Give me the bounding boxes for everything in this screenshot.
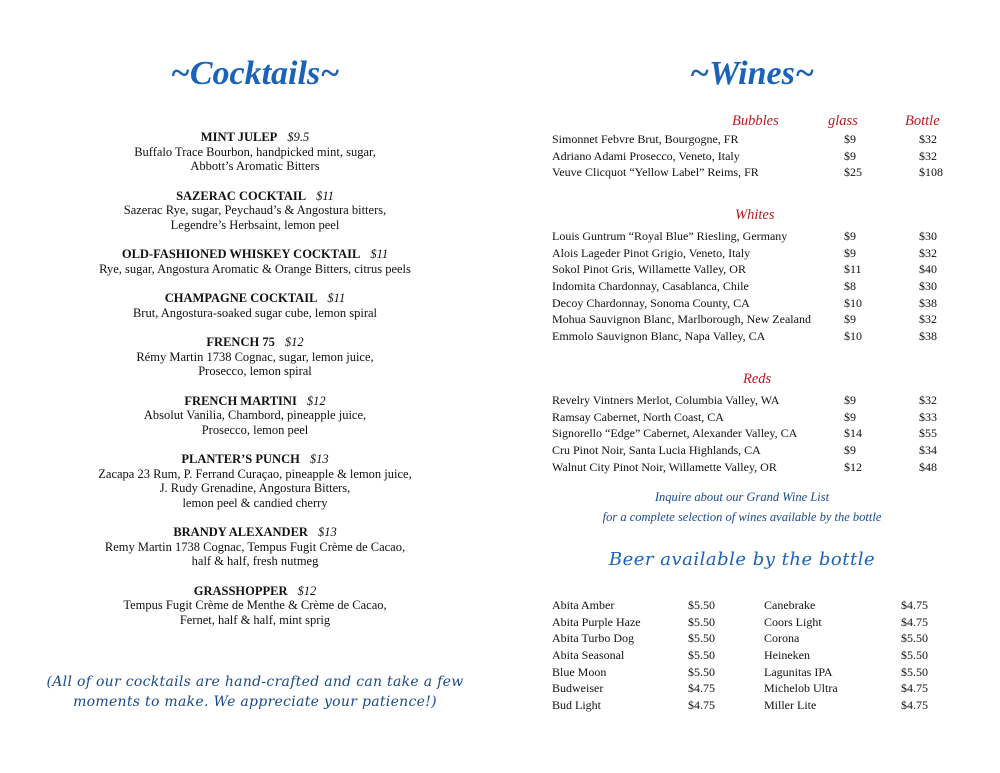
- wine-bottle-price: $30: [919, 229, 937, 243]
- inquire-line-1: Inquire about our Grand Wine List: [654, 490, 830, 504]
- beer-name: Abita Purple Haze: [552, 614, 641, 629]
- wine-name: Emmolo Sauvignon Blanc, Napa Valley, CA: [552, 329, 766, 344]
- beer-price: $5.50: [688, 631, 715, 646]
- wine-glass-price: $9: [844, 312, 856, 327]
- wine-row: [552, 426, 952, 443]
- beer-price: $5.50: [901, 664, 928, 679]
- wine-name: Decoy Chardonnay, Sonoma County, CA: [552, 295, 750, 310]
- beer-name: Bud Light: [552, 698, 602, 713]
- beer-row: [552, 681, 952, 698]
- cocktail-item: [30, 247, 480, 276]
- wine-glass-price: $9: [844, 409, 856, 424]
- cocktail-description: Rye, sugar, Angostura Aromatic & Orange Bitters, citrus peels: [99, 261, 411, 276]
- cocktail-name: FRENCH MARTINI: [184, 393, 297, 408]
- beer-list: [552, 598, 952, 715]
- cocktail-name: SAZERAC COCKTAIL: [176, 188, 307, 203]
- cocktail-price: $11: [327, 291, 346, 305]
- wine-row: [552, 393, 952, 410]
- beer-name: Canebrake: [764, 598, 816, 612]
- beer-name: Miller Lite: [764, 698, 817, 713]
- cocktail-heading: [30, 584, 480, 599]
- wine-bottle-price: $32: [919, 393, 937, 407]
- beer-name: Blue Moon: [552, 664, 607, 679]
- wine-row: [552, 229, 952, 246]
- beer-row: [552, 598, 952, 615]
- cocktails-note: (All of our cocktails are hand-crafted and can take a few moments to make. We appreciate your patience!): [46, 674, 464, 710]
- bottle-column-label: Bottle: [905, 113, 940, 129]
- wine-name: Revelry Vintners Merlot, Columbia Valley, WA: [552, 393, 780, 407]
- wine-name: Louis Guntrum “Royal Blue” Riesling, Germany: [552, 229, 788, 243]
- wine-bottle-price: $40: [919, 262, 937, 277]
- whites-heading: Whites: [735, 207, 775, 223]
- wine-name: Cru Pinot Noir, Santa Lucia Highlands, CA: [552, 443, 761, 458]
- cocktail-list: [30, 130, 480, 627]
- cocktail-description: Absolut Vanilia, Chambord, pineapple juice, Prosecco, lemon peel: [143, 408, 367, 437]
- glass-column-label: glass: [828, 113, 858, 129]
- beer-name: Corona: [764, 631, 800, 646]
- wine-glass-price: $9: [844, 393, 856, 407]
- beer-price: $5.50: [688, 614, 715, 629]
- wine-bottle-price: $33: [919, 409, 937, 424]
- wine-name: Walnut City Pinot Noir, Willamette Valley, OR: [552, 459, 777, 474]
- wine-bottle-price: $38: [919, 329, 937, 344]
- cocktail-name: FRENCH 75: [206, 335, 275, 349]
- beer-price: $4.75: [901, 598, 928, 612]
- cocktail-price: $11: [316, 188, 334, 203]
- cocktail-item: [30, 525, 480, 569]
- bubbles-list: [552, 132, 952, 182]
- beer-row: [552, 648, 952, 665]
- beer-name: Abita Seasonal: [552, 648, 625, 663]
- wine-name: Mohua Sauvignon Blanc, Marlborough, New Zealand: [552, 312, 811, 327]
- cocktail-price: $13: [317, 525, 337, 539]
- wine-bottle-price: $30: [919, 279, 937, 294]
- wine-glass-price: $11: [844, 262, 862, 277]
- cocktail-description: Remy Martin 1738 Cognac, Tempus Fugit Crème de Cacao, half & half, fresh nutmeg: [104, 539, 406, 568]
- beer-name: Budweiser: [552, 681, 604, 696]
- wine-row: [552, 312, 952, 329]
- wine-glass-price: $9: [844, 229, 856, 243]
- wine-bottle-price: $34: [919, 443, 937, 458]
- cocktail-item: [30, 189, 480, 233]
- inquire-line-2: for a complete selection of wines available by the bottle: [602, 510, 882, 524]
- cocktail-item: [30, 394, 480, 438]
- cocktail-name: GRASSHOPPER: [193, 583, 288, 598]
- wines-title: ~Wines~: [689, 55, 815, 92]
- beer-price: $5.50: [688, 664, 715, 679]
- cocktail-description: Zacapa 23 Rum, P. Ferrand Curaçao, pineapple & lemon juice, J. Rudy Grenadine, Angostura Bitters, lemon peel & candied cherry: [98, 466, 412, 510]
- wine-row: [552, 165, 952, 182]
- beer-price: $4.75: [901, 681, 928, 696]
- beer-price: $4.75: [688, 681, 715, 696]
- wine-glass-price: $8: [844, 279, 856, 294]
- cocktail-heading: [30, 335, 480, 350]
- beer-row: [552, 615, 952, 632]
- cocktail-item: [30, 584, 480, 628]
- cocktail-price: $11: [370, 247, 389, 261]
- beer-name: Coors Light: [764, 614, 822, 629]
- cocktail-name: OLD-FASHIONED WHISKEY COCKTAIL: [121, 247, 361, 261]
- beer-price: $5.50: [901, 631, 928, 646]
- cocktail-name: MINT JULEP: [200, 130, 278, 144]
- cocktail-price: $12: [297, 583, 317, 598]
- cocktail-name: PLANTER’S PUNCH: [181, 452, 300, 466]
- wine-row: [552, 132, 952, 149]
- beer-row: [552, 698, 952, 715]
- bubbles-header: [552, 113, 952, 131]
- wine-bottle-price: $32: [919, 148, 937, 163]
- cocktail-name: BRANDY ALEXANDER: [173, 525, 308, 539]
- wine-name: Ramsay Cabernet, North Coast, CA: [552, 409, 724, 424]
- wine-glass-price: $14: [844, 426, 862, 441]
- wine-name: Indomita Chardonnay, Casablanca, Chile: [552, 279, 749, 294]
- cocktail-price: $13: [309, 452, 329, 466]
- reds-heading: Reds: [743, 371, 772, 387]
- wine-glass-price: $9: [844, 148, 856, 163]
- wine-row: [552, 149, 952, 166]
- beer-name: Abita Turbo Dog: [552, 631, 635, 646]
- cocktails-column: [30, 0, 480, 710]
- cocktail-item: [30, 335, 480, 379]
- cocktail-heading: [30, 525, 480, 540]
- beer-title: Beer available by the bottle: [608, 549, 876, 570]
- beer-price: $5.50: [901, 648, 928, 663]
- wine-row: [552, 443, 952, 460]
- wine-name: Sokol Pinot Gris, Willamette Valley, OR: [552, 262, 746, 277]
- cocktail-item: [30, 291, 480, 320]
- cocktail-price: $12: [284, 335, 304, 349]
- wine-bottle-price: $48: [919, 459, 937, 474]
- beer-row: [552, 631, 952, 648]
- beer-price: $4.75: [901, 614, 928, 629]
- reds-list: [552, 393, 952, 476]
- cocktail-heading: [30, 189, 480, 204]
- wine-bottle-price: $38: [919, 295, 937, 310]
- cocktail-heading: [30, 452, 480, 467]
- wine-row: [552, 279, 952, 296]
- cocktail-description: Tempus Fugit Crème de Menthe & Crème de Cacao, Fernet, half & half, mint sprig: [123, 598, 387, 627]
- wine-glass-price: $9: [844, 443, 856, 458]
- grand-wine-list-note: [552, 487, 932, 527]
- beer-price: $4.75: [901, 698, 928, 713]
- wine-name: Adriano Adami Prosecco, Veneto, Italy: [552, 148, 740, 163]
- beer-name: Heineken: [764, 648, 810, 663]
- whites-list: [552, 229, 952, 346]
- cocktail-item: [30, 452, 480, 510]
- wine-row: [552, 410, 952, 427]
- wine-glass-price: $25: [844, 165, 862, 180]
- cocktail-price: $12: [306, 393, 326, 408]
- cocktail-description: Rémy Martin 1738 Cognac, sugar, lemon juice, Prosecco, lemon spiral: [136, 349, 374, 378]
- wine-name: Signorello “Edge” Cabernet, Alexander Valley, CA: [552, 426, 798, 441]
- wine-glass-price: $9: [844, 245, 856, 260]
- cocktail-description: Buffalo Trace Bourbon, handpicked mint, sugar, Abbott’s Aromatic Bitters: [134, 144, 376, 173]
- wine-row: [552, 296, 952, 313]
- wine-bottle-price: $32: [919, 312, 937, 327]
- wine-name: Simonnet Febvre Brut, Bourgogne, FR: [552, 132, 739, 146]
- wine-row: [552, 460, 952, 477]
- cocktail-heading: [30, 291, 480, 306]
- whites-header: [552, 207, 952, 225]
- beer-name: Lagunitas IPA: [764, 664, 833, 679]
- cocktail-price: $9.5: [287, 130, 310, 144]
- cocktail-item: [30, 130, 480, 174]
- cocktail-description: Sazerac Rye, sugar, Peychaud’s & Angostura bitters, Legendre’s Herbsaint, lemon peel: [123, 203, 387, 232]
- wine-bottle-price: $32: [919, 245, 937, 260]
- wine-bottle-price: $32: [919, 132, 937, 146]
- bubbles-heading: Bubbles: [732, 113, 779, 129]
- wine-row: [552, 329, 952, 346]
- wine-bottle-price: $108: [919, 165, 943, 180]
- cocktail-heading: [30, 247, 480, 262]
- beer-name: Michelob Ultra: [764, 681, 838, 696]
- wine-row: [552, 262, 952, 279]
- cocktail-name: CHAMPAGNE COCKTAIL: [164, 291, 318, 305]
- beer-price: $5.50: [688, 648, 715, 663]
- reds-header: [552, 371, 952, 389]
- wine-glass-price: $10: [844, 295, 862, 310]
- cocktail-description: Brut, Angostura-soaked sugar cube, lemon spiral: [132, 305, 378, 320]
- wine-bottle-price: $55: [919, 426, 937, 441]
- wine-glass-price: $9: [844, 132, 856, 146]
- cocktail-heading: [30, 130, 480, 145]
- beer-price: $4.75: [688, 698, 715, 713]
- wine-name: Veuve Clicquot “Yellow Label” Reims, FR: [552, 165, 759, 180]
- cocktail-heading: [30, 394, 480, 409]
- wine-glass-price: $10: [844, 329, 862, 344]
- cocktails-title: ~Cocktails~: [170, 55, 340, 92]
- beer-name: Abita Amber: [552, 598, 615, 612]
- wine-row: [552, 246, 952, 263]
- wine-name: Alois Lageder Pinot Grigio, Veneto, Italy: [552, 245, 751, 260]
- beer-price: $5.50: [688, 598, 715, 612]
- beer-row: [552, 665, 952, 682]
- wine-glass-price: $12: [844, 459, 862, 474]
